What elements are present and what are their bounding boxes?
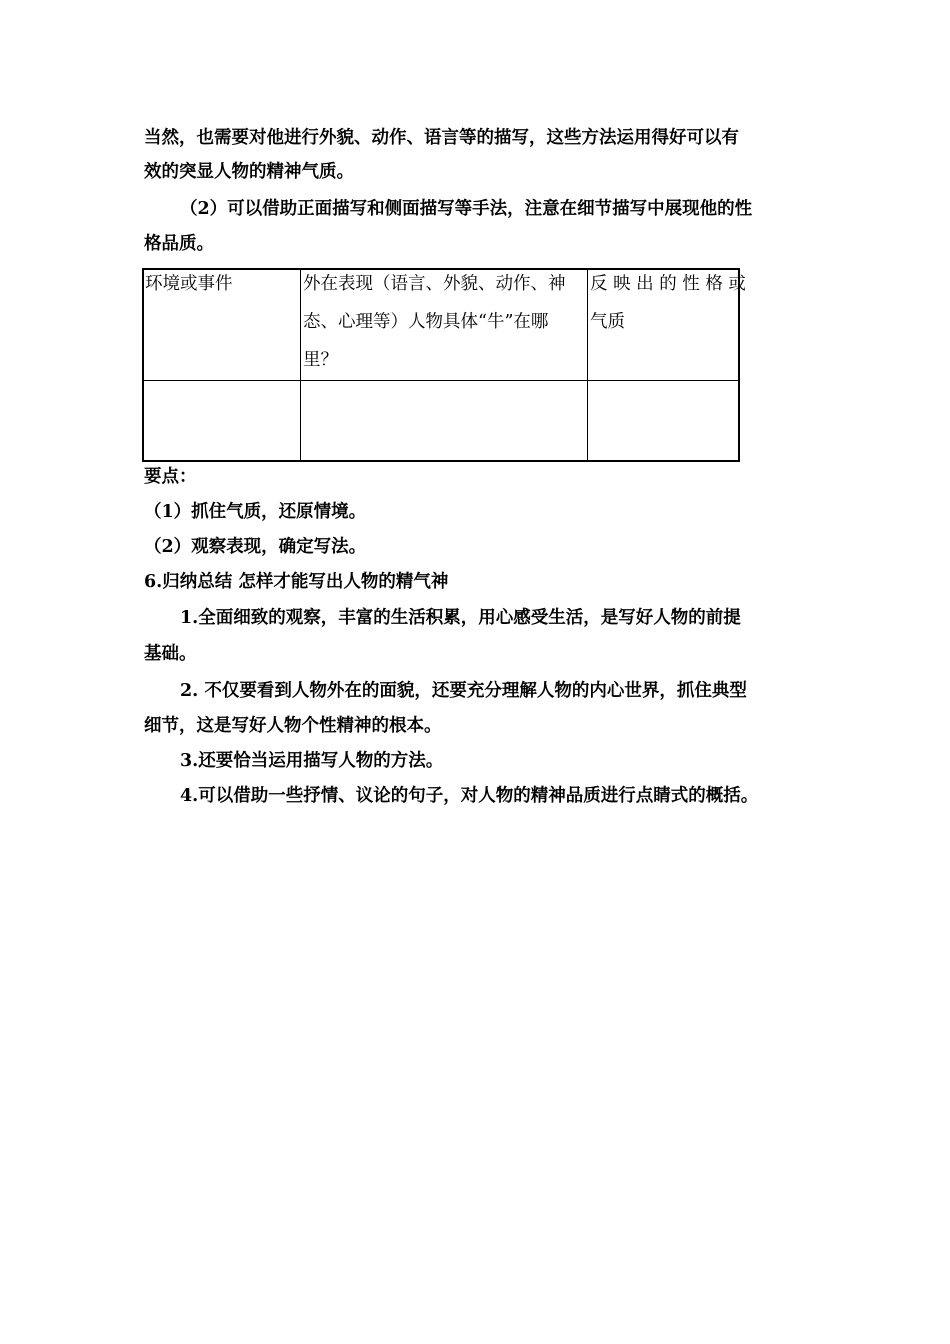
- summary-item-2-line-1: 2. 不仅要看到人物外在的面貌，还要充分理解人物的内心世界，抓住典型: [180, 681, 747, 701]
- summary-item-4: 4.可以借助一些抒情、议论的句子，对人物的精神品质进行点睛式的概括。: [180, 786, 759, 806]
- table-header-character-line-1: 反 映 出 的 性 格 或: [590, 274, 746, 294]
- table-column-divider-2: [587, 270, 588, 460]
- summary-item-1-line-1: 1.全面细致的观察，丰富的生活积累，用心感受生活，是写好人物的前提: [180, 608, 741, 628]
- summary-item-3: 3.还要恰当运用描写人物的方法。: [180, 751, 444, 771]
- summary-item-1-line-2: 基础。: [144, 644, 197, 664]
- paragraph-2-line-2: 格品质。: [144, 234, 214, 254]
- table-header-expression-line-2: 态、心理等）人物具体“牛”在哪: [303, 312, 549, 332]
- table-header-character-line-2: 气质: [590, 312, 625, 332]
- paragraph-2-line-1: （2）可以借助正面描写和侧面描写等手法，注意在细节描写中展现他的性: [180, 199, 753, 219]
- summary-item-2-line-2: 细节，这是写好人物个性精神的根本。: [144, 716, 442, 736]
- key-points-title: 要点：: [144, 467, 197, 487]
- summary-heading: 6.归纳总结 怎样才能写出人物的精气神: [144, 572, 449, 592]
- key-point-2: （2）观察表现，确定写法。: [144, 537, 367, 557]
- analysis-table: [142, 268, 746, 462]
- key-point-1: （1）抓住气质，还原情境。: [144, 502, 367, 522]
- table-header-environment: 环境或事件: [145, 274, 233, 294]
- table-header-expression-line-1: 外在表现（语言、外貌、动作、神: [303, 274, 566, 294]
- paragraph-1-line-1: 当然，也需要对他进行外貌、动作、语言等的描写，这些方法运用得好可以有: [144, 128, 739, 148]
- table-header-expression-line-3: 里？: [303, 350, 338, 370]
- table-row-divider: [144, 380, 738, 381]
- paragraph-1-line-2: 效的突显人物的精神气质。: [144, 162, 354, 182]
- table-column-divider-1: [300, 270, 301, 460]
